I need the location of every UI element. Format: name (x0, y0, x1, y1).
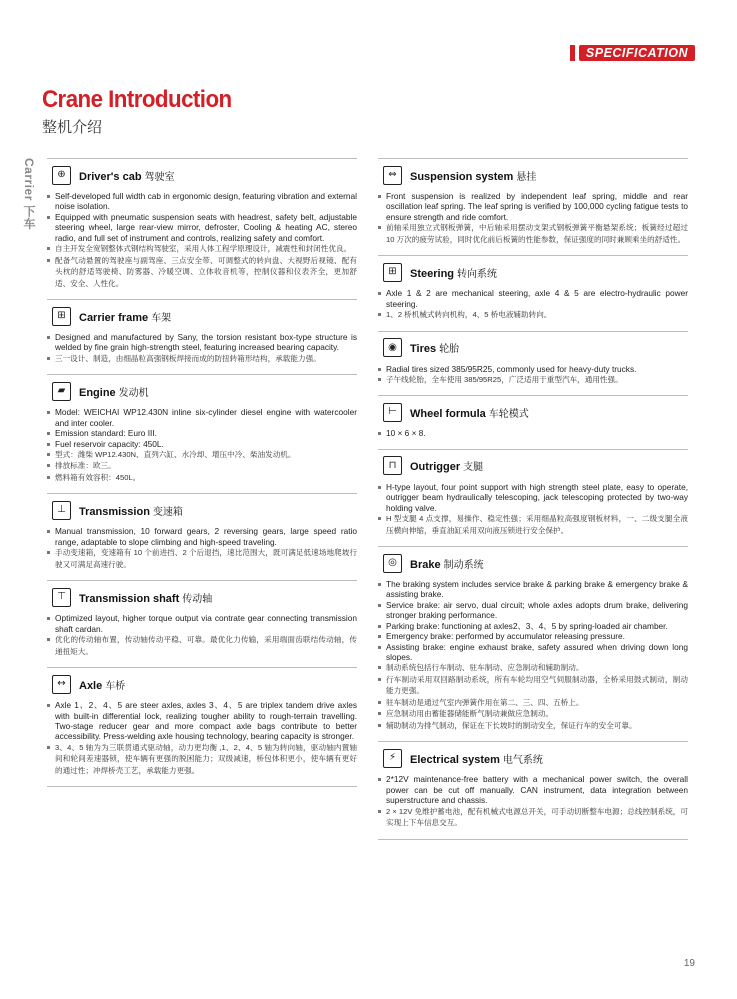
section-title-cn: 变速箱 (152, 506, 183, 518)
section-title-en: Carrier frame (79, 311, 149, 324)
bullet-item: Front suspension is realized by independent leaf spring, middle and rear oscillation leaf spring. The leaf spring is verified by 100,000 cycling fatigue tests to ensure strength and ride comfort. (378, 191, 688, 222)
bullet-item: Service brake: air servo, dual circuit; whole axles adopts drum brake, delivering stronger braking performance. (378, 600, 688, 621)
section-header (378, 449, 688, 478)
section-title-en: Tires (410, 343, 437, 356)
section-title-cn: 悬挂 (516, 171, 537, 183)
section-title (79, 590, 212, 605)
section-body (47, 328, 357, 374)
section-body (47, 609, 357, 667)
bullet-item: Emergency brake: performed by accumulator releasing pressure. (378, 631, 688, 641)
section-title-cn: 驾驶室 (144, 171, 175, 183)
section-title-en: Axle (79, 679, 103, 692)
section-title-cn: 支腿 (463, 462, 484, 474)
section-body (378, 187, 688, 255)
bullet-item: Self-developed full width cab in ergonomic design, featuring vibration and external noise isolation. (47, 191, 357, 212)
bullet-item: 三一设计、制造，由细晶粒高强钢板焊接而成的防扭转箱形结构，承载能力强。 (47, 353, 357, 365)
section-title (79, 309, 171, 324)
bullet-item: 3、4、5 轴为为三联贯通式驱动轴，动力更均衡 ,1、2、4、5 轴为转向轴，驱动轴内置轴间和轮间差速器锁，使车辆有更强的脱困能力；双级减速，桥包体积更小，使车辆有更好的通过性；冲焊桥壳工艺，承载能力更强。 (47, 742, 357, 777)
bullet-item: 型式：潍柴 WP12.430N、直列六缸、水冷却、增压中冷、柴油发动机。 (47, 449, 357, 461)
bullet-item: Emission standard: Euro III. (47, 428, 357, 438)
bullet-item: Radial tires sized 385/95R25, commonly used for heavy-duty trucks. (378, 364, 688, 374)
section-title-cn: 传动轴 (182, 593, 213, 605)
section-transmission (47, 493, 357, 580)
section-tire (378, 331, 688, 396)
outrigger-icon: ⊓ (383, 456, 402, 475)
suspension-icon: ⇔ (383, 166, 402, 185)
section-outrigger (378, 449, 688, 546)
section-title-cn: 制动系统 (443, 559, 484, 571)
axle-icon: ↔ (52, 675, 71, 694)
bullet-item: Axle 1、2、4、5 are steer axles, axles 3、4、5 are triplex tandem drive axles with built-in differential lock, realizing tougher ability to rough-terrain travelling. Two-stage reducer gear and more compact axle bags contribute to better accessibility. Press-welding axle housing technology, bearing capacity is stronger. (47, 700, 357, 742)
section-title (79, 503, 183, 518)
section-title (410, 751, 543, 766)
section-title-cn: 电气系统 (502, 754, 543, 766)
engine-icon: ▰ (52, 382, 71, 401)
section-body (47, 187, 357, 299)
bullet-item: 辅助制动为排气制动，保证在下长坡时的制动安全，保证行车的安全可靠。 (378, 720, 688, 732)
section-title-cn: 车架 (151, 312, 172, 324)
section-title (410, 265, 497, 280)
bullet-item: H 型支腿 4 点支撑，易操作、稳定性强；采用细晶粒高强度钢板材料，一、二级支腿全液压横向伸缩，垂直油缸采用双向液压锁进行安全保护。 (378, 513, 688, 536)
bullet-item: 燃料箱有效容积：450L。 (47, 472, 357, 484)
bullet-item: 驻车制动是通过气室内弹簧作用在第二、三、四、五桥上。 (378, 697, 688, 709)
bullet-item: 配备气动悬置的驾驶座与副驾座、三点安全带、可调整式的转向盘、大视野后视镜、配有头枕的舒适驾驶椅、防雾器、冷暖空调、立体收音机等，控制仪器和仪表齐全，更加舒适、安全、人性化。 (47, 255, 357, 290)
section-header (378, 546, 688, 575)
section-title-cn: 发动机 (118, 387, 149, 399)
section-wheel-formula (378, 395, 688, 448)
section-header (47, 299, 357, 328)
section-body (378, 284, 688, 330)
section-cab (47, 158, 357, 299)
section-header (47, 580, 357, 609)
transmission-shaft-icon: ⊤ (52, 588, 71, 607)
bullet-item: 排放标准：欧三。 (47, 460, 357, 472)
transmission-icon: ⊥ (52, 501, 71, 520)
section-title-cn: 转向系统 (457, 268, 498, 280)
section-title (410, 458, 483, 473)
bullet-item: Parking brake: functioning at axles2、3、4、5 by spring-loaded air chamber. (378, 621, 688, 631)
bullet-item: Optimized layout, higher torque output via contrate gear connecting transmission shaft cardan. (47, 613, 357, 634)
section-title-en: Outrigger (410, 461, 461, 474)
section-header (47, 493, 357, 522)
page-subtitle: 整机介绍 (42, 119, 103, 136)
electrical-icon: ⚡ (383, 749, 402, 768)
section-title (410, 168, 536, 183)
banner-accent (570, 45, 575, 61)
bullet-item: 2 × 12V 免维护蓄电池，配有机械式电源总开关，可手动切断整车电源；总线控制系统，可实现上下车信息交互。 (378, 806, 688, 829)
section-header (378, 395, 688, 424)
section-title-en: Transmission (79, 505, 150, 518)
section-body (378, 360, 688, 396)
left-column (47, 158, 357, 787)
page-title: Crane Introduction (42, 86, 232, 113)
bullet-item: 优化的传动轴布置，传动轴传动平稳、可靠。最优化力传输，采用端面齿联结传动轴，传递扭矩大。 (47, 634, 357, 657)
section-title (410, 405, 529, 420)
bullet-item: 应急制动用由蓄能器储能断气制动兼做应急制动。 (378, 708, 688, 720)
bullet-item: Manual transmission, 10 forward gears, 2 reversing gears, large speed ratio range, adaptable to slope climbing and high-speed traveling. (47, 526, 357, 547)
section-title-en: Brake (410, 558, 441, 571)
bullet-item: Equipped with pneumatic suspension seats with headrest, safety belt, adjustable steering wheel, large rear-view mirror, defroster, Cooling & heating AC, stereo radio, and full set of instrument and controls, realizing safety and comfort. (47, 212, 357, 243)
section-carrier-frame (47, 299, 357, 374)
side-label: Carrier 下车 (22, 158, 36, 230)
section-title-cn: 轮胎 (439, 344, 460, 356)
section-transmission-shaft (47, 580, 357, 667)
section-title (410, 340, 459, 355)
section-title-en: Suspension system (410, 170, 514, 183)
bullet-item: 子午线轮胎，全车使用 385/95R25，广泛适用于重型汽车，通用性强。 (378, 374, 688, 386)
bullet-item: 2*12V maintenance-free battery with a mechanical power switch, the overall power can be cut off manually. CAN instrument, data integration between superstructure and chassis. (378, 774, 688, 805)
section-electrical (378, 741, 688, 838)
bullet-item: 手动变速箱，变速箱有 10 个前进挡、2 个后退挡，速比范围大，既可满足低速场地爬坡行驶又可满足高速行驶。 (47, 547, 357, 570)
section-suspension (378, 158, 688, 255)
spec-banner (570, 44, 695, 61)
bullet-item: 1、2 桥机械式转向机构，4、5 桥电液辅助转向。 (378, 309, 688, 321)
section-title-en: Steering (410, 267, 455, 280)
cab-icon: ⊕ (52, 166, 71, 185)
section-title (79, 384, 149, 399)
section-title (79, 168, 175, 183)
bullet-item: H-type layout, four point support with high strength steel plate, easy to operate, outrigger beam hydraulically telescoping, jack telescoping protected by two-way holding valve. (378, 482, 688, 513)
carrier-frame-icon: ⊞ (52, 307, 71, 326)
page-number: 19 (683, 958, 695, 969)
wheel-formula-icon: ⊢ (383, 403, 402, 422)
section-body (47, 522, 357, 580)
bullet-item: 行车制动采用双回路制动系统，所有车轮均用空气伺服制动器，全桥采用鼓式制动，制动能力更强。 (378, 674, 688, 697)
bullet-item: Designed and manufactured by Sany, the torsion resistant box-type structure is welded by fine grain high-strength steel, featuring increased bearing capacity. (47, 332, 357, 353)
bullet-item: The braking system includes service brake & parking brake & emergency brake & assisting brake. (378, 579, 688, 600)
section-body (47, 696, 357, 786)
section-title (79, 677, 125, 692)
section-title-en: Driver's cab (79, 170, 142, 183)
section-engine (47, 374, 357, 493)
section-body (378, 575, 688, 741)
section-header (47, 667, 357, 696)
section-title (410, 556, 484, 571)
right-column (378, 158, 688, 840)
bullet-item: 10 × 6 × 8. (378, 428, 688, 438)
brake-icon: ◎ (383, 554, 402, 573)
section-header (47, 158, 357, 187)
bullet-item: 前轴采用独立式钢板弹簧，中后轴采用摆动支架式钢板弹簧平衡悬架系统；板簧经过超过 10 万次的疲劳试验，同时优化前后板簧的性能参数，保证强度的同时兼顾乘坐的舒适性。 (378, 222, 688, 245)
section-header (378, 741, 688, 770)
bullet-item: Model: WEICHAI WP12.430N inline six-cylinder diesel engine with watercooler and inter cooler. (47, 407, 357, 428)
section-header (378, 331, 688, 360)
bullet-item: 制动系统包括行车制动、驻车制动、应急制动和辅助制动。 (378, 662, 688, 674)
bullet-item: Fuel reservoir capacity: 450L. (47, 439, 357, 449)
section-title-en: Wheel formula (410, 407, 486, 420)
column-end-rule (378, 839, 688, 840)
section-axle (47, 667, 357, 786)
section-header (47, 374, 357, 403)
section-title-en: Electrical system (410, 753, 500, 766)
section-header (378, 158, 688, 187)
bullet-item: 自主开发全宽钢整体式钢结构驾驶室，采用人体工程学原理设计，减震性和封闭性优良。 (47, 243, 357, 255)
section-body (378, 770, 688, 838)
section-title-en: Engine (79, 386, 116, 399)
bullet-item: Assisting brake: engine exhaust brake, safety assured when driving down long slopes. (378, 642, 688, 663)
section-body (378, 424, 688, 448)
section-title-cn: 车轮模式 (488, 408, 529, 420)
steering-icon: ⊞ (383, 263, 402, 282)
section-steering (378, 255, 688, 330)
banner-label: SPECIFICATION (579, 45, 695, 61)
section-title-en: Transmission shaft (79, 592, 180, 605)
section-header (378, 255, 688, 284)
tire-icon: ◉ (383, 338, 402, 357)
section-body (47, 403, 357, 493)
column-end-rule (47, 786, 357, 787)
bullet-item: Axle 1 & 2 are mechanical steering, axle 4 & 5 are electro-hydraulic power steering. (378, 288, 688, 309)
section-title-cn: 车桥 (105, 680, 126, 692)
section-body (378, 478, 688, 546)
section-brake (378, 546, 688, 741)
